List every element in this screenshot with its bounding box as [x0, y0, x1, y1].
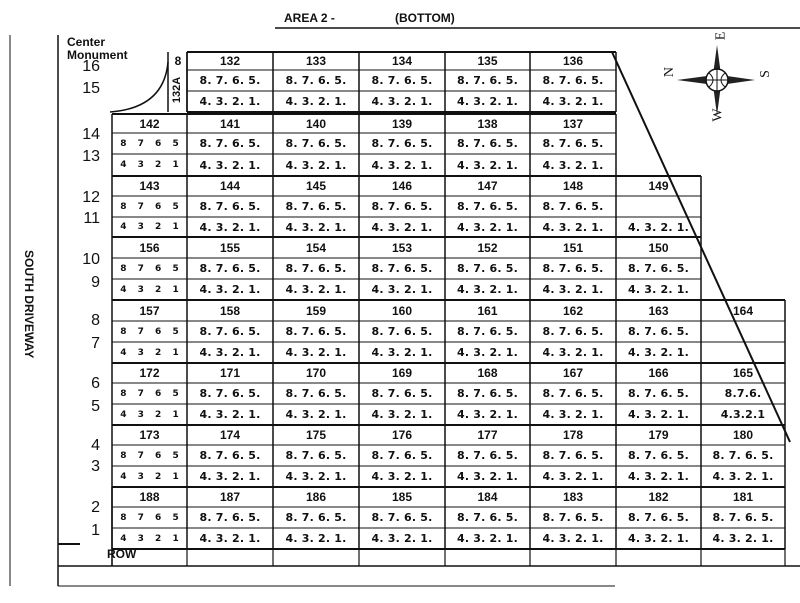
lot-header-173: 173 [139, 428, 160, 442]
lot-row-upper: 8. 7. 6. 5. [285, 387, 347, 400]
row-number: 3 [91, 458, 100, 475]
lot-row-upper: 8. 7. 6. 5. [371, 511, 433, 524]
lot-header-136: 136 [562, 54, 584, 68]
row-number: 1 [91, 522, 100, 539]
lot-row-lower: 4 3 2 1 [120, 284, 183, 295]
lot-row-upper: 8. 7. 6. 5. [627, 262, 690, 275]
lot-header-157: 157 [139, 303, 160, 318]
lot-row-lower: 4. 3. 2. 1. [285, 346, 347, 359]
lot-header-148: 148 [562, 179, 584, 193]
lot-header-167: 167 [562, 366, 584, 380]
lot-row-lower: 4. 3. 2. 1. [542, 283, 604, 296]
lot-row-upper: 8. 7. 6. 5. [371, 200, 433, 213]
lot-row-upper: 8. 7. 6. 5. [542, 74, 604, 87]
lot-row-upper: 8. 7. 6. 5. [285, 511, 347, 524]
lot-row-upper: 8. 7. 6. 5. [542, 449, 604, 462]
lot-row-lower: 4. 3. 2. 1. [627, 283, 690, 296]
lot-row-upper: 8. 7. 6. 5. [199, 387, 261, 400]
center-monument-label-1: Center [67, 35, 106, 49]
row-number: 13 [82, 148, 100, 165]
row-number: 15 [82, 80, 100, 97]
lot-row-lower: 4. 3. 2. 1. [285, 470, 347, 483]
row-label: ROW [107, 547, 137, 561]
lot-header-155: 155 [219, 240, 241, 255]
lot-row-upper: 8. 7. 6. 5. [371, 262, 433, 275]
south-driveway-label: SOUTH DRIVEWAY [22, 250, 36, 359]
lot-header-132: 132 [219, 54, 241, 68]
bottom-label: (BOTTOM) [395, 11, 455, 25]
lot-row-lower: 4. 3. 2. 1. [456, 220, 519, 234]
lot-header-150: 150 [648, 240, 669, 255]
lot-header-188: 188 [139, 490, 160, 504]
row-number: 12 [82, 189, 100, 206]
lot-header-160: 160 [391, 303, 413, 318]
lot-header-166: 166 [648, 366, 669, 380]
lot-row-upper: 8. 7. 6. 5. [285, 325, 347, 338]
lot-header-162: 162 [562, 303, 584, 318]
lot-row-lower: 4. 3. 2. 1. [371, 220, 433, 234]
lot-row-upper: 8. 7. 6. 5. [285, 137, 347, 150]
lot-row-upper: 8. 7. 6. 5. [627, 511, 690, 524]
lot-header-185: 185 [391, 490, 413, 504]
lot-header-133: 133 [305, 54, 327, 68]
lot-132a: 132A [171, 76, 183, 104]
lot-header-153: 153 [391, 240, 413, 255]
lot-row-upper: 8. 7. 6. 5. [542, 262, 604, 275]
lot-header-149: 149 [648, 179, 669, 193]
lot-header-182: 182 [648, 490, 669, 504]
lot-header-142: 142 [139, 116, 160, 131]
lot-row-lower: 4. 3. 2. 1. [199, 158, 261, 172]
lot-8: 8 [174, 54, 182, 68]
lot-row-upper: 8. 7. 6. 5. [456, 449, 519, 462]
lot-row-lower: 4. 3. 2. 1. [371, 532, 433, 545]
lot-row-lower: 4 3 2 1 [120, 160, 183, 170]
lot-row-lower: 4. 3. 2. 1. [371, 95, 433, 108]
row-number: 5 [91, 398, 100, 415]
lot-row-lower: 4. 3. 2. 1. [627, 346, 690, 359]
lot-header-174: 174 [219, 428, 241, 442]
lot-row-lower: 4. 3. 2. 1. [456, 346, 519, 359]
lot-row-lower: 4. 3. 2. 1. [199, 346, 261, 359]
row-number: 4 [91, 437, 100, 454]
lot-header-186: 186 [305, 490, 327, 504]
lot-row-upper: 8. 7. 6. 5. [199, 74, 261, 87]
lot-row-upper: 8. 7. 6. 5. [712, 449, 774, 462]
lot-row-upper: 8. 7. 6. 5. [542, 511, 604, 524]
lot-header-178: 178 [562, 428, 584, 442]
lot-row-upper: 8. 7. 6. 5. [456, 387, 519, 400]
lot-row-lower: 4. 3. 2. 1. [199, 220, 261, 234]
lot-row-lower: 4 3 2 1 [120, 533, 183, 544]
lot-row-lower: 4 3 2 1 [120, 409, 183, 420]
lot-row-lower: 4.3.2.1 [720, 408, 766, 421]
row-number: 16 [82, 58, 100, 75]
lot-header-177: 177 [477, 428, 498, 442]
lot-row-lower: 4. 3. 2. 1. [542, 220, 604, 234]
lot-row-lower: 4. 3. 2. 1. [456, 408, 519, 421]
lot-header-151: 151 [562, 240, 584, 255]
lot-row-lower: 4. 3. 2. 1. [371, 346, 433, 359]
lot-header-168: 168 [477, 366, 498, 380]
lot-row-lower: 4. 3. 2. 1. [542, 408, 604, 421]
lot-row-lower: 4. 3. 2. 1. [371, 408, 433, 421]
lot-header-184: 184 [477, 490, 498, 504]
lot-row-upper: 8. 7. 6. 5. [542, 137, 604, 150]
lot-row-upper: 8. 7. 6. 5. [199, 200, 261, 213]
lot-row-upper: 8. 7. 6. 5. [371, 449, 433, 462]
lot-header-135: 135 [477, 54, 498, 68]
lot-header-176: 176 [391, 428, 413, 442]
lot-row-lower: 4. 3. 2. 1. [285, 408, 347, 421]
lot-header-139: 139 [391, 116, 413, 131]
lot-header-164: 164 [732, 303, 754, 318]
row-number: 2 [91, 499, 100, 516]
lot-header-137: 137 [562, 116, 584, 131]
lot-row-lower: 4. 3. 2. 1. [199, 532, 261, 545]
lot-row-lower: 4 3 2 1 [120, 222, 183, 232]
lot-header-165: 165 [732, 366, 754, 380]
row-number: 9 [91, 274, 100, 291]
lot-row-lower: 4. 3. 2. 1. [456, 283, 519, 296]
lot-row-lower: 4. 3. 2. 1. [542, 532, 604, 545]
lot-header-156: 156 [139, 240, 160, 255]
lot-header-171: 171 [219, 366, 241, 380]
lot-header-146: 146 [391, 179, 413, 193]
lot-row-upper: 8. 7. 6. 5. [456, 325, 519, 338]
compass-e-label: E [713, 31, 729, 41]
row-number: 11 [83, 210, 100, 227]
lot-row-upper: 8. 7. 6. 5. [712, 511, 774, 524]
lot-header-138: 138 [477, 116, 498, 131]
lot-row-lower: 4 3 2 1 [120, 347, 183, 358]
compass-n-label: N [662, 66, 678, 78]
lot-header-143: 143 [139, 179, 160, 193]
center-monument-label-2: Monument [67, 48, 128, 62]
lot-row-lower: 4. 3. 2. 1. [627, 408, 690, 421]
lot-row-upper: 8. 7. 6. 5. [199, 137, 261, 150]
lot-header-140: 140 [305, 116, 327, 131]
lot-header-183: 183 [562, 490, 584, 504]
lot-row-lower: 4. 3. 2. 1. [627, 470, 690, 483]
lot-header-144: 144 [219, 179, 241, 193]
lot-row-lower: 4. 3. 2. 1. [371, 158, 433, 172]
lot-row-upper: 8. 7. 6. 5. [371, 387, 433, 400]
lot-row-upper: 8 7 6 5 [120, 263, 183, 274]
lot-header-159: 159 [305, 303, 327, 318]
lot-header-163: 163 [648, 303, 669, 318]
lot-header-169: 169 [391, 366, 413, 380]
lot-row-lower: 4. 3. 2. 1. [285, 283, 347, 296]
lot-row-upper: 8 7 6 5 [120, 388, 183, 399]
lot-row-upper: 8. 7. 6. 5. [199, 511, 261, 524]
lot-row-lower: 4. 3. 2. 1. [285, 158, 347, 172]
lot-header-179: 179 [648, 428, 669, 442]
lot-row-upper: 8. 7. 6. 5. [542, 325, 604, 338]
lot-row-lower: 4. 3. 2. 1. [285, 532, 347, 545]
lot-row-upper: 8. 7. 6. 5. [456, 137, 519, 150]
lot-row-lower: 4. 3. 2. 1. [371, 283, 433, 296]
lot-row-lower: 4. 3. 2. 1. [285, 220, 347, 234]
lot-header-180: 180 [732, 428, 754, 442]
lot-header-181: 181 [732, 490, 754, 504]
lot-header-152: 152 [477, 240, 498, 255]
lot-row-upper: 8. 7. 6. 5. [371, 137, 433, 150]
lot-header-145: 145 [305, 179, 327, 193]
lot-row-lower: 4. 3. 2. 1. [456, 158, 519, 172]
lot-row-lower: 4. 3. 2. 1. [199, 470, 261, 483]
lot-row-upper: 8.7.6. [724, 387, 762, 400]
lot-header-170: 170 [305, 366, 327, 380]
lot-row-upper: 8. 7. 6. 5. [285, 200, 347, 213]
row-number: 14 [82, 126, 100, 143]
lot-row-upper: 8. 7. 6. 5. [199, 449, 261, 462]
lot-row-lower: 4. 3. 2. 1. [627, 220, 690, 234]
lot-row-lower: 4. 3. 2. 1. [627, 532, 690, 545]
row-number: 6 [91, 375, 100, 392]
lot-row-lower: 4. 3. 2. 1. [712, 532, 774, 545]
lot-header-147: 147 [477, 179, 498, 193]
lot-row-lower: 4. 3. 2. 1. [371, 470, 433, 483]
row-number: 8 [91, 312, 100, 329]
lot-row-upper: 8. 7. 6. 5. [627, 325, 690, 338]
lot-row-lower: 4. 3. 2. 1. [542, 470, 604, 483]
lot-row-upper: 8. 7. 6. 5. [285, 449, 347, 462]
lot-row-upper: 8 7 6 5 [120, 138, 183, 149]
lot-header-141: 141 [219, 116, 241, 131]
lot-row-upper: 8. 7. 6. 5. [199, 325, 261, 338]
area-label: AREA 2 - [284, 11, 335, 25]
lot-header-187: 187 [219, 490, 241, 504]
lot-row-upper: 8. 7. 6. 5. [456, 262, 519, 275]
lot-row-upper: 8 7 6 5 [120, 326, 183, 337]
lot-row-upper: 8. 7. 6. 5. [542, 387, 604, 400]
lot-header-158: 158 [219, 303, 241, 318]
lot-row-upper: 8 7 6 5 [120, 201, 183, 212]
lot-header-175: 175 [305, 428, 327, 442]
lot-row-lower: 4 3 2 1 [120, 471, 183, 482]
compass-s-label: S [757, 70, 773, 78]
lot-row-lower: 4. 3. 2. 1. [456, 95, 519, 108]
lot-row-lower: 4. 3. 2. 1. [712, 470, 774, 483]
lot-row-lower: 4. 3. 2. 1. [542, 158, 604, 172]
lot-header-154: 154 [305, 240, 327, 255]
lot-row-upper: 8. 7. 6. 5. [542, 200, 604, 213]
lot-row-upper: 8. 7. 6. 5. [199, 262, 261, 275]
lot-header-172: 172 [139, 366, 160, 380]
row-number: 7 [91, 335, 100, 352]
lot-row-lower: 4. 3. 2. 1. [199, 283, 261, 296]
lot-row-upper: 8. 7. 6. 5. [456, 74, 519, 87]
lot-row-lower: 4. 3. 2. 1. [542, 95, 604, 108]
row-number: 10 [82, 251, 100, 268]
lot-row-upper: 8. 7. 6. 5. [456, 511, 519, 524]
lot-row-lower: 4. 3. 2. 1. [542, 346, 604, 359]
lot-row-lower: 4. 3. 2. 1. [285, 95, 347, 108]
lot-row-lower: 4. 3. 2. 1. [199, 408, 261, 421]
compass-w-label: W [710, 108, 726, 122]
lot-row-upper: 8. 7. 6. 5. [456, 200, 519, 213]
lot-row-upper: 8 7 6 5 [120, 450, 183, 461]
lot-header-161: 161 [477, 303, 498, 318]
lot-row-upper: 8. 7. 6. 5. [285, 262, 347, 275]
lot-row-upper: 8. 7. 6. 5. [371, 325, 433, 338]
lot-row-upper: 8. 7. 6. 5. [627, 387, 690, 400]
lot-row-upper: 8. 7. 6. 5. [627, 449, 690, 462]
lot-row-upper: 8. 7. 6. 5. [371, 74, 433, 87]
lot-header-134: 134 [391, 54, 413, 68]
lot-row-lower: 4. 3. 2. 1. [199, 95, 261, 108]
lot-row-lower: 4. 3. 2. 1. [456, 470, 519, 483]
lot-row-lower: 4. 3. 2. 1. [456, 532, 519, 545]
lot-row-upper: 8 7 6 5 [120, 512, 183, 523]
lot-row-upper: 8. 7. 6. 5. [285, 74, 347, 87]
